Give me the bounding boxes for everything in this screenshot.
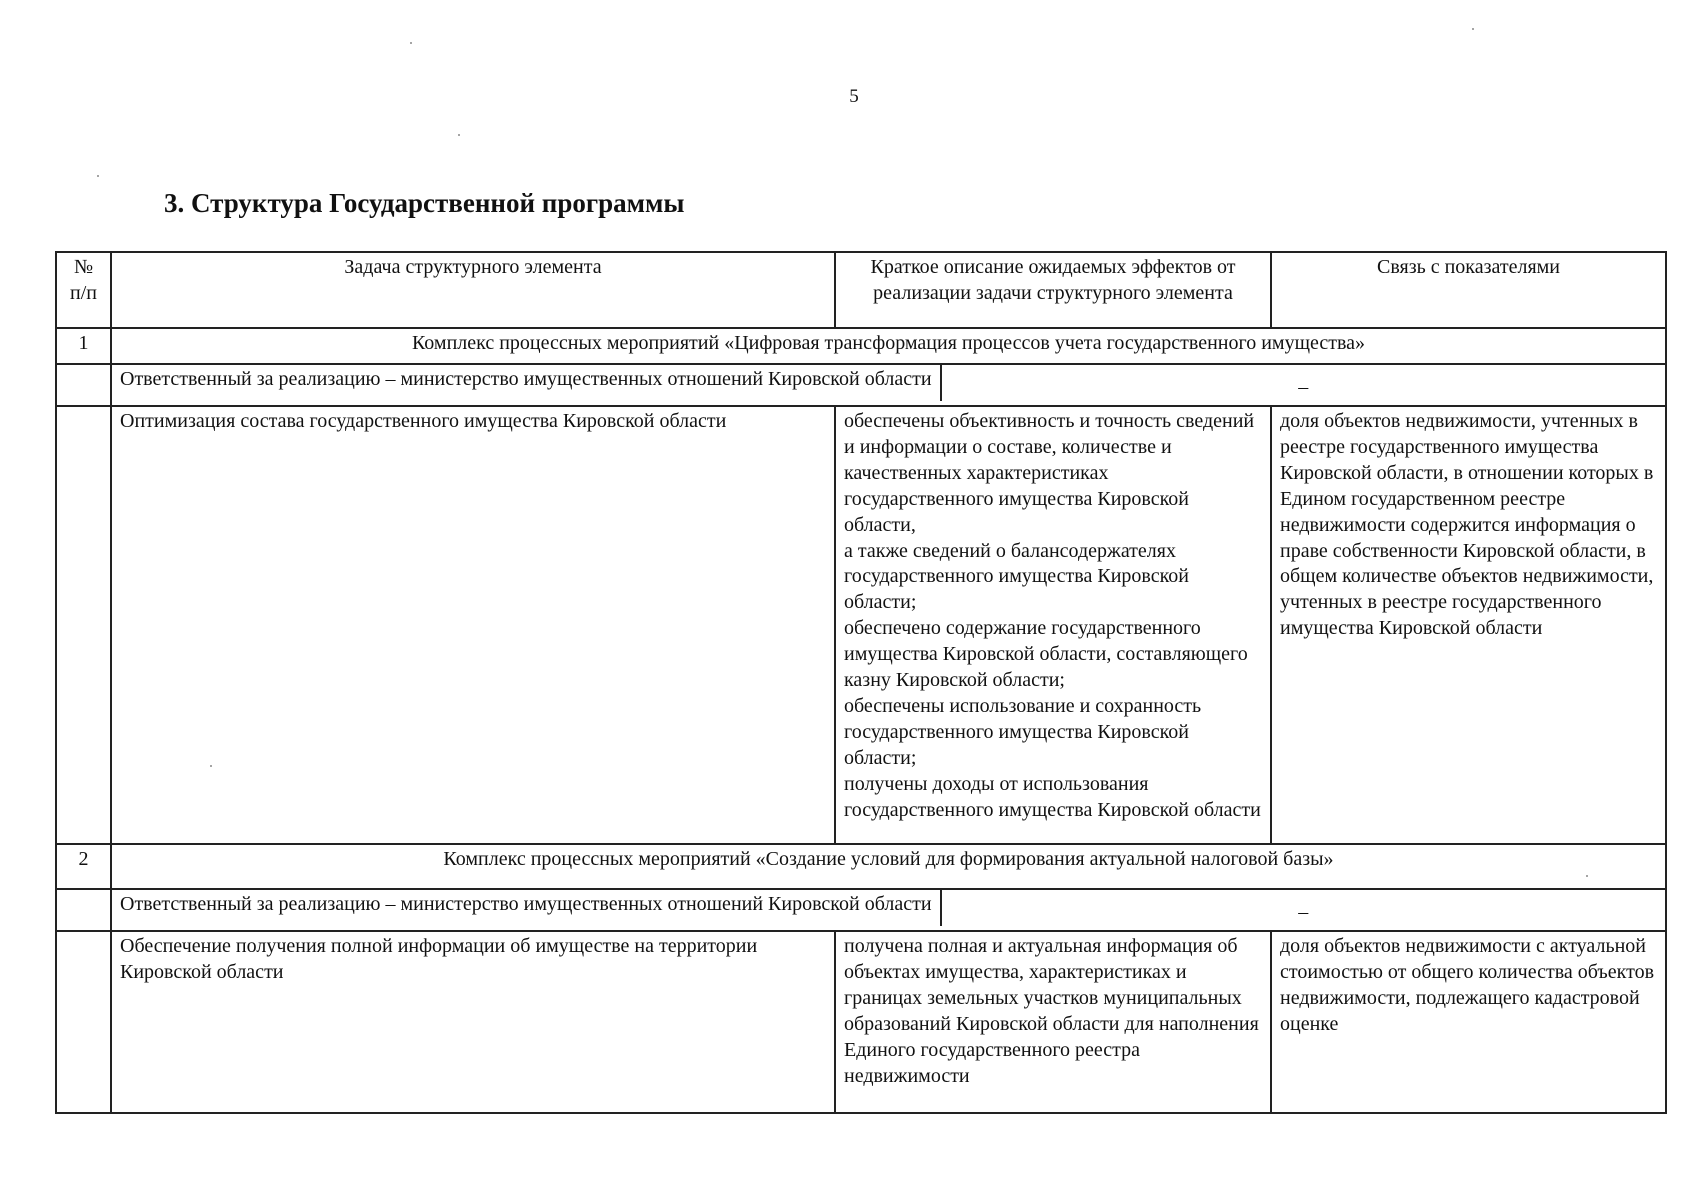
- table-header-row: [56, 252, 1666, 328]
- effects-text: получена полная и актуальная информация об объектах имущества, характеристиках и границах земельных участков муниципальных образований Кировской области для наполнения Единого государственного реестра недвижимости: [835, 931, 1271, 1113]
- task-row: [56, 931, 1666, 1113]
- owner-cell: [111, 364, 1666, 406]
- owner-link-dash: –: [1298, 376, 1309, 398]
- link-text: доля объектов недвижимости с актуальной стоимостью от общего количества объектов недвижимости, подлежащего кадастровой оценке: [1271, 931, 1666, 1113]
- empty-num-cell: [56, 364, 111, 406]
- scan-speck: [97, 175, 99, 177]
- empty-num-cell: [56, 406, 111, 844]
- empty-num-cell: [56, 889, 111, 931]
- header-link: Связь с показателями: [1271, 252, 1666, 328]
- task-text: Оптимизация состава государственного имущества Кировской области: [111, 406, 835, 844]
- header-task: Задача структурного элемента: [111, 252, 835, 328]
- task-text: Обеспечение получения полной информации об имуществе на территории Кировской области: [111, 931, 835, 1113]
- owner-row: [56, 364, 1666, 406]
- scan-speck: [458, 134, 460, 136]
- page-number: 5: [849, 86, 859, 107]
- complex-number: 1: [56, 328, 111, 364]
- task-row: [56, 406, 1666, 844]
- complex-row: [56, 328, 1666, 364]
- scan-speck: [1472, 28, 1474, 30]
- owner-text: Ответственный за реализацию – министерство имущественных отношений Кировской области: [112, 890, 942, 926]
- header-num: № п/п: [56, 252, 111, 328]
- effects-text: обеспечены объективность и точность сведений и информации о составе, количестве и качественных характеристиках государственного имущества Кировской области, а также сведений о балансодержателях государственного имущества Кировской области; обеспечено содержание государственного имущества Кировской области, составляющего казну Кировской области; обеспечены использование и сохранность государственного имущества Кировской области; получены доходы от использования государственного имущества Кировской области: [835, 406, 1271, 844]
- scan-speck: [1586, 875, 1588, 877]
- complex-title: Комплекс процессных мероприятий «Цифровая трансформация процессов учета государственного имущества»: [111, 328, 1666, 364]
- header-effects: Краткое описание ожидаемых эффектов от реализации задачи структурного элемента: [835, 252, 1271, 328]
- owner-cell: [111, 889, 1666, 931]
- section-title: 3. Структура Государственной программы: [164, 188, 685, 218]
- complex-row: [56, 844, 1666, 889]
- complex-title: Комплекс процессных мероприятий «Создание условий для формирования актуальной налоговой базы»: [111, 844, 1666, 889]
- link-text: доля объектов недвижимости, учтенных в реестре государственного имущества Кировской области, в отношении которых в Едином государственном реестре недвижимости содержится информация о праве собственности Кировской области, в общем количестве объектов недвижимости, учтенных в реестре государственного имущества Кировской области: [1271, 406, 1666, 844]
- program-structure-table: [55, 251, 1667, 1114]
- empty-num-cell: [56, 931, 111, 1113]
- scan-speck: [410, 42, 412, 44]
- scan-speck: [210, 765, 212, 767]
- owner-link-dash: –: [1298, 901, 1309, 923]
- owner-row: [56, 889, 1666, 931]
- owner-text: Ответственный за реализацию – министерство имущественных отношений Кировской области: [112, 365, 942, 401]
- complex-number: 2: [56, 844, 111, 889]
